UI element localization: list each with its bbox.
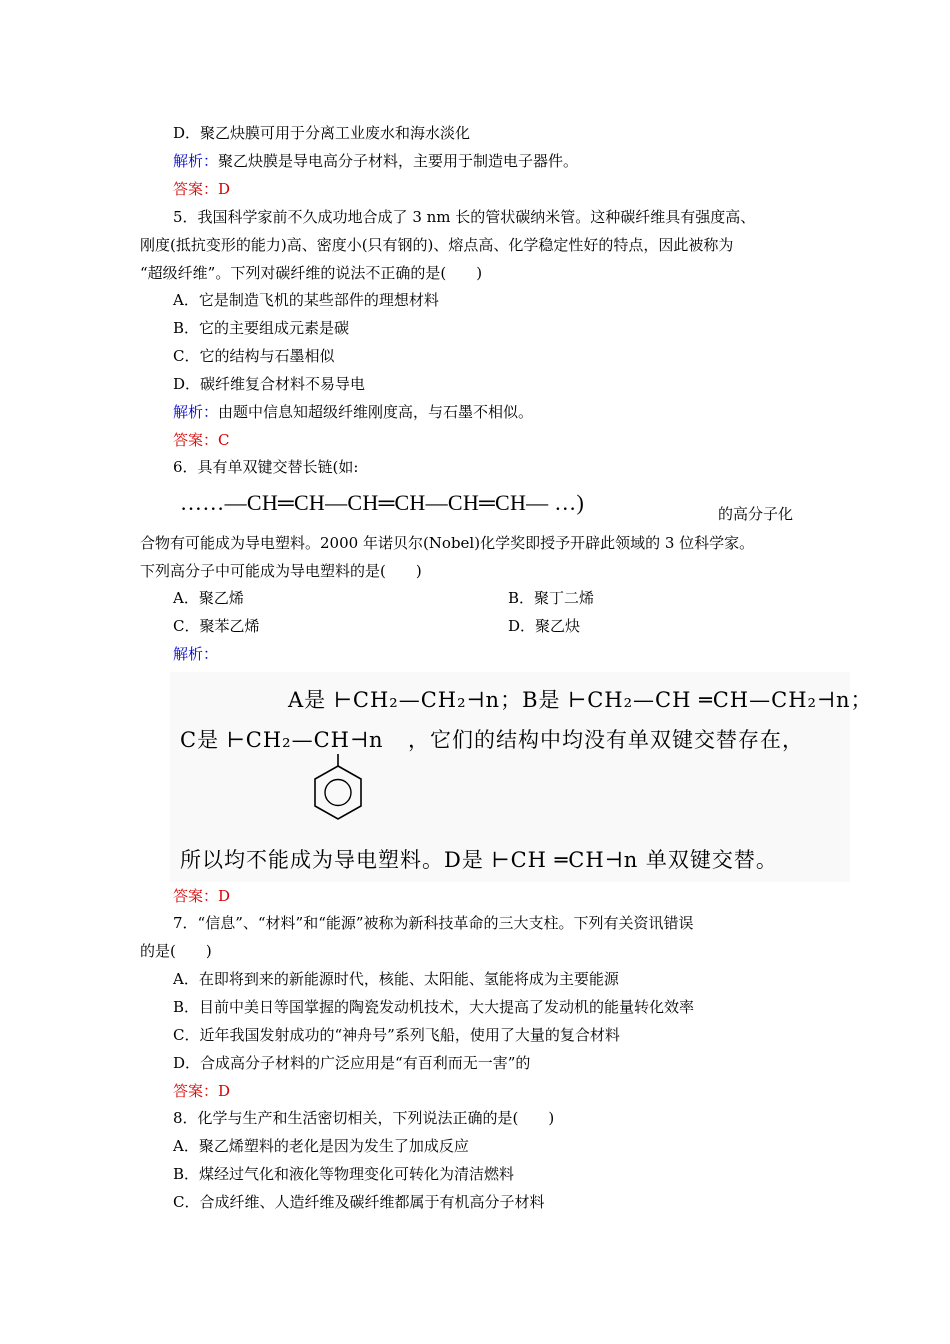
q7-option-b: B．目前中美日等国掌握的陶瓷发动机技术，大大提高了发动机的能量转化效率 [173,998,695,1016]
q5-stem-line2: 刚度(抵抗变形的能力)高、密度小(只有钢的)、熔点高、化学稳定性好的特点，因此被称为 [140,236,734,254]
q7-option-c: C．近年我国发射成功的“神舟号”系列飞船，使用了大量的复合材料 [173,1026,620,1044]
polymer-chain-formula: ……—CH═CH—CH═CH—CH═CH— …) [180,490,585,515]
q7-stem-line1: 7．“信息”、“材料”和“能源”被称为新科技革命的三大支柱。下列有关资讯错误 [173,914,694,932]
q7-option-d: D．合成高分子材料的广泛应用是“有百利而无一害”的 [173,1054,531,1072]
q6-answer: 答案：D [173,887,231,905]
q7-option-a: A．在即将到来的新能源时代，核能、太阳能、氢能将成为主要能源 [173,970,619,988]
q6-analysis-label: 解析： [173,645,219,663]
q4-analysis [173,151,578,171]
analysis-text: 聚乙炔膜是导电高分子材料，主要用于制造电子器件。 [218,152,579,170]
q6-stem-tail: 的高分子化 [718,505,794,523]
image-row-1: A是 ⊢CH₂—CH₂⊣n；B是 ⊢CH₂—CH ═CH—CH₂⊣n； [288,688,873,712]
q4-option-d: D．聚乙炔膜可用于分离工业废水和海水淡化 [173,124,471,142]
analysis-text: 由题中信息知超级纤维刚度高，与石墨不相似。 [218,403,534,421]
q6-option-c: C．聚苯乙烯 [173,617,260,635]
q6-option-d: D．聚乙炔 [508,617,581,635]
image-row-3: 所以均不能成为导电塑料。D是 ⊢CH ═CH⊣n 单双键交替。 [180,848,778,872]
q6-stem-line2: 合物有可能成为导电塑料。2000 年诺贝尔(Nobel)化学奖即授予开辟此领域的 3 位科学家。 [140,534,755,552]
q8-option-b: B．煤经过气化和液化等物理变化可转化为清洁燃料 [173,1165,515,1183]
q8-option-c: C．合成纤维、人造纤维及碳纤维都属于有机高分子材料 [173,1193,545,1211]
image-row-2b: ，它们的结构中均没有单双键交替存在， [408,728,804,752]
analysis-label: 解析： [173,403,219,421]
q5-option-c: C．它的结构与石墨相似 [173,347,335,365]
q5-option-a: A．它是制造飞机的某些部件的理想材料 [173,291,439,309]
analysis-label: 解析： [173,152,219,170]
q5-stem-line3: “超级纤维”。下列对碳纤维的说法不正确的是( ) [140,264,483,282]
q5-stem-line1: 5．我国科学家前不久成功地合成了 3 nm 长的管状碳纳米管。这种碳纤维具有强度高、 [173,208,756,226]
q6-option-b: B．聚丁二烯 [508,589,595,607]
q5-answer: 答案：C [173,431,230,449]
q5-analysis [173,402,533,422]
q7-stem-line2: 的是( ) [140,942,212,960]
q6-stem-line3: 下列高分子中可能成为导电塑料的是( ) [140,562,422,580]
q4-answer: 答案：D [173,180,231,198]
q7-answer: 答案：D [173,1082,231,1100]
q5-option-b: B．它的主要组成元素是碳 [173,319,350,337]
q8-stem: 8．化学与生产和生活密切相关，下列说法正确的是( ) [173,1109,555,1127]
q6-stem-line1: 6．具有单双键交替长链(如: [173,458,359,476]
analysis-image [170,672,873,882]
q6-option-a: A．聚乙烯 [173,589,244,607]
benzene-ring-icon [298,754,378,834]
q8-option-a: A．聚乙烯塑料的老化是因为发生了加成反应 [173,1137,469,1155]
q5-option-d: D．碳纤维复合材料不易导电 [173,375,366,393]
image-row-2a: C是 ⊢CH₂—CH⊣n [180,728,384,752]
